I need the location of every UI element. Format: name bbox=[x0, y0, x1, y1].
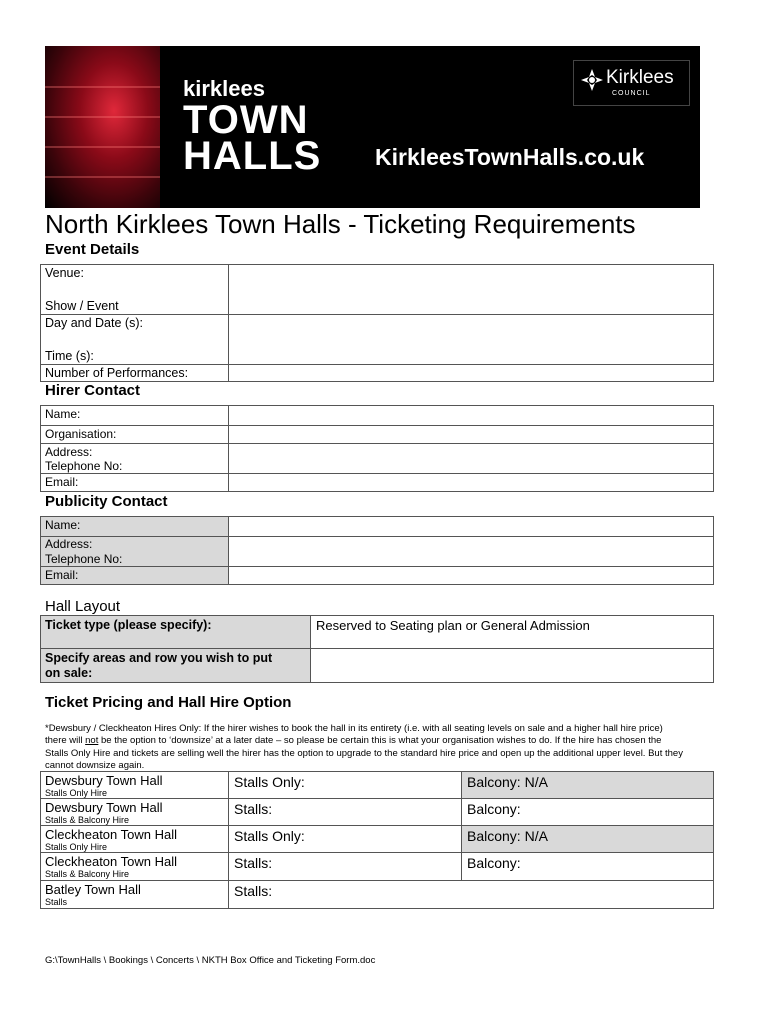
hall-name: Cleckheaton Town Hall bbox=[45, 854, 177, 869]
publicity-address-field[interactable] bbox=[228, 536, 714, 567]
venue-label: Venue: bbox=[45, 266, 84, 280]
hall-name: Dewsbury Town Hall bbox=[45, 773, 163, 788]
website-url: KirkleesTownHalls.co.uk bbox=[375, 144, 645, 170]
areas-label-line2: on sale: bbox=[45, 666, 93, 680]
stalls-label: Stalls: bbox=[234, 883, 273, 899]
hire-type: Stalls & Balcony Hire bbox=[45, 815, 130, 825]
hall-layout-heading: Hall Layout bbox=[45, 598, 121, 615]
venue-show-field[interactable] bbox=[228, 264, 714, 315]
balcony-label: Balcony: N/A bbox=[467, 828, 548, 844]
hirer-organisation-field[interactable] bbox=[228, 425, 714, 444]
document-path-footer: G:\TownHalls \ Bookings \ Concerts \ NKTH Box Office and Ticketing Form.doc bbox=[45, 955, 376, 966]
publicity-address-label: Address: bbox=[45, 537, 93, 551]
kirklees-council-logo bbox=[573, 60, 690, 106]
hire-type: Stalls Only Hire bbox=[45, 788, 108, 798]
stalls-label: Stalls Only: bbox=[234, 774, 305, 790]
downsize-note: *Dewsbury / Cleckheaton Hires Only: If the hirer wishes to book the hall in its entirety (i.e. with all seating levels on sale and a higher hall hire price) there will not be the option to ‘downsize’ at a later date – so please be certain this is what your organisation wishes to do. If the hire has chosen the Stalls Only Hire and tickets are selling well the hirer has the option to upgrade to the standard hire price and open up the additional upper level. But they cannot downsize again. bbox=[45, 723, 683, 771]
hirer-address-field[interactable] bbox=[228, 443, 714, 474]
hirer-organisation-label: Organisation: bbox=[45, 427, 117, 441]
event-details-heading: Event Details bbox=[45, 241, 140, 258]
council-logo-icon bbox=[580, 68, 604, 92]
balcony-label: Balcony: bbox=[467, 855, 521, 871]
stalls-price-field[interactable] bbox=[228, 880, 714, 909]
performances-label: Number of Performances: bbox=[45, 366, 189, 380]
ticket-type-label: Ticket type (please specify): bbox=[45, 618, 212, 632]
publicity-contact-heading: Publicity Contact bbox=[45, 493, 168, 510]
publicity-telephone-label: Telephone No: bbox=[45, 552, 123, 566]
date-time-field[interactable] bbox=[228, 314, 714, 365]
areas-label-line1: Specify areas and row you wish to put bbox=[45, 651, 273, 665]
stalls-label: Stalls: bbox=[234, 801, 273, 817]
balcony-label: Balcony: N/A bbox=[467, 774, 548, 790]
hire-type: Stalls & Balcony Hire bbox=[45, 869, 130, 879]
performances-field[interactable] bbox=[228, 364, 714, 382]
hirer-email-label: Email: bbox=[45, 475, 79, 489]
stalls-label: Stalls Only: bbox=[234, 828, 305, 844]
day-date-label: Day and Date (s): bbox=[45, 316, 143, 330]
areas-rows-field[interactable] bbox=[310, 648, 714, 683]
hirer-email-field[interactable] bbox=[228, 473, 714, 492]
hirer-name-field[interactable] bbox=[228, 405, 714, 426]
hall-photo bbox=[45, 46, 160, 208]
show-label: Show / Event bbox=[45, 299, 119, 313]
publicity-name-field[interactable] bbox=[228, 516, 714, 537]
hire-type: Stalls Only Hire bbox=[45, 842, 108, 852]
stalls-label: Stalls: bbox=[234, 855, 273, 871]
hall-name: Batley Town Hall bbox=[45, 882, 141, 897]
publicity-email-label: Email: bbox=[45, 568, 79, 582]
hall-name: Dewsbury Town Hall bbox=[45, 800, 163, 815]
hirer-address-label: Address: bbox=[45, 445, 93, 459]
time-label: Time (s): bbox=[45, 349, 94, 363]
publicity-email-field[interactable] bbox=[228, 566, 714, 585]
hall-name: Cleckheaton Town Hall bbox=[45, 827, 177, 842]
page-title: North Kirklees Town Halls - Ticketing Requirements bbox=[45, 209, 636, 239]
hire-type: Stalls bbox=[45, 897, 68, 907]
balcony-label: Balcony: bbox=[467, 801, 521, 817]
hirer-telephone-label: Telephone No: bbox=[45, 459, 123, 473]
brand-town-halls: TOWN HALLS bbox=[183, 98, 322, 178]
ticket-pricing-heading: Ticket Pricing and Hall Hire Option bbox=[45, 694, 292, 711]
ticket-type-value: Reserved to Seating plan or General Admission bbox=[316, 618, 590, 633]
council-logo-sub: COUNCIL bbox=[612, 90, 651, 97]
publicity-name-label: Name: bbox=[45, 518, 81, 532]
brand-kirklees: kirklees bbox=[183, 76, 265, 101]
hirer-name-label: Name: bbox=[45, 407, 81, 421]
council-logo-name: Kirklees bbox=[606, 67, 674, 88]
header-banner bbox=[45, 46, 700, 208]
hirer-contact-heading: Hirer Contact bbox=[45, 382, 141, 399]
